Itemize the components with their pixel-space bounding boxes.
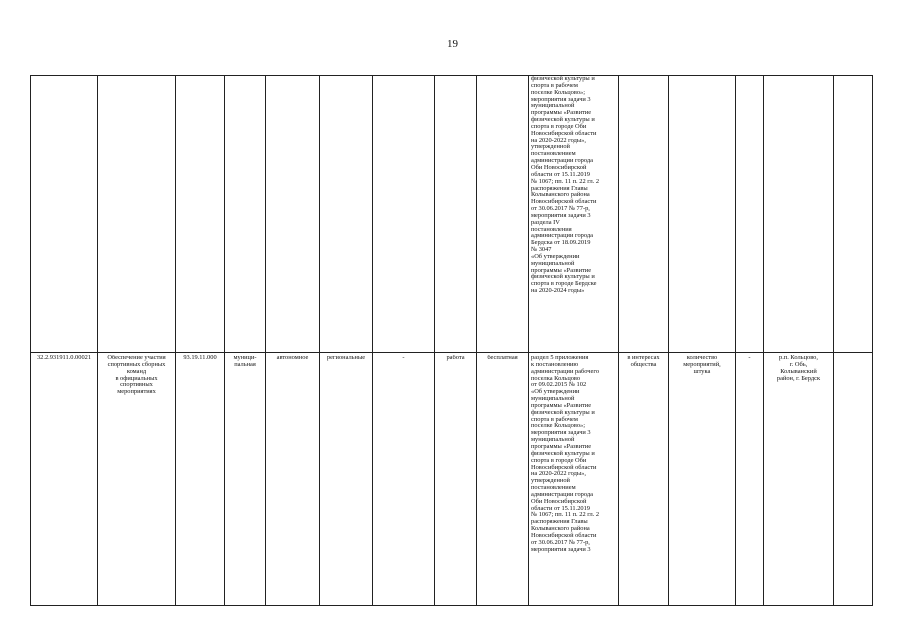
legal-basis-line: спорта в городе Оби <box>531 456 587 464</box>
legal-basis-line: от 30.06.2017 № 77-р, <box>531 538 590 546</box>
service-name-line: мероприятиях <box>117 388 156 396</box>
volume-indicator-line: мероприятий, <box>683 360 721 368</box>
scope-cell <box>320 355 372 362</box>
legal-basis-line: распоряжения Главы <box>531 518 588 526</box>
dash-value: - <box>402 355 405 361</box>
legal-basis-line: мероприятия задачи 3 <box>531 545 591 553</box>
column-border <box>265 75 266 606</box>
legal-basis-line: спорта в рабочем <box>531 81 578 89</box>
legal-basis-line: области от 15.11.2019 <box>531 504 590 512</box>
row1-legal-basis-cell <box>531 76 617 351</box>
legal-basis-line: муниципальной <box>531 259 575 267</box>
legal-basis-line: № 1067; пп. 11 п. 22 гл. 2 <box>531 177 600 185</box>
service-name-line: Обеспечение участия <box>107 355 166 361</box>
service-name-cell <box>98 355 175 396</box>
institution-type-cell <box>266 355 319 362</box>
payment-cell <box>477 355 528 362</box>
legal-basis-line: администрации города <box>531 232 593 240</box>
column-border <box>872 75 873 606</box>
consumer-category-cell <box>619 355 668 369</box>
column-border <box>175 75 176 606</box>
legal-basis-line: от 30.06.2017 № 77-р, <box>531 205 590 213</box>
location-cell <box>764 355 833 382</box>
legal-basis-line: Оби Новосибирской <box>531 163 587 171</box>
column-border <box>372 75 373 606</box>
legal-basis-line: на 2020-2024 годы» <box>531 287 585 295</box>
location-line: район, г. Бердск <box>776 374 821 382</box>
row-separator <box>30 352 873 353</box>
legal-basis-line: постановлением <box>531 150 576 158</box>
legal-basis-line: мероприятия задачи 3 <box>531 211 591 219</box>
legal-basis-line: Оби Новосибирской <box>531 497 587 505</box>
legal-basis-line: физической культуры и <box>531 273 595 281</box>
legal-basis-line: Колыванского района <box>531 525 590 533</box>
legal-basis-line: от 09.02.2015 № 102 <box>531 381 587 389</box>
legal-basis-line: поселке Кольцово»; <box>531 422 586 430</box>
legal-basis-line: к постановлению <box>531 360 579 368</box>
legal-basis-line: администрации города <box>531 490 593 498</box>
column-border <box>618 75 619 606</box>
scope: региональные <box>326 355 366 361</box>
legal-basis-line: области от 15.11.2019 <box>531 170 590 178</box>
volume-indicator-cell <box>669 355 735 376</box>
kind-cell <box>435 355 476 362</box>
legal-basis-line: физической культуры и <box>531 408 595 416</box>
legal-basis-line: «Об утверждении <box>531 388 580 396</box>
legal-basis-line: физической культуры и <box>531 116 595 124</box>
volume-indicator-line: штука <box>693 367 711 375</box>
registry-code: 32.2.931911.0.00021 <box>36 355 92 361</box>
row2-legal-basis-cell <box>531 355 617 605</box>
okved-code: 93.19.11.000 <box>183 355 217 361</box>
legal-basis-line: раздела IV <box>531 218 560 226</box>
legal-basis-line: физической культуры и <box>531 449 595 457</box>
service-name-line: в официальных <box>115 374 158 382</box>
consumer-category-line: общества <box>630 360 657 368</box>
legal-basis-line: Новосибирской области <box>531 129 597 137</box>
column-border <box>224 75 225 606</box>
service-name-line: спортивных сборных <box>107 360 166 368</box>
legal-basis-line: администрации рабочего <box>531 367 600 375</box>
location-line: Колыванский <box>780 367 817 375</box>
legal-basis-line: поселка Кольцово <box>531 374 581 382</box>
legal-basis-line: программы «Развитие <box>531 109 592 117</box>
legal-basis-line: муниципальной <box>531 102 575 110</box>
table-top-border <box>30 75 873 76</box>
location-line: р.п. Кольцово, <box>779 355 818 361</box>
column-border <box>97 75 98 606</box>
legal-basis-line: спорта в городе Оби <box>531 122 587 130</box>
okved-code-cell <box>176 355 224 362</box>
column-border <box>833 75 834 606</box>
table-bottom-border <box>30 605 873 606</box>
legal-basis-line: Колыванского района <box>531 191 590 199</box>
legal-basis-line: Новосибирской области <box>531 198 597 206</box>
kind: работа <box>446 355 465 361</box>
column-border <box>528 75 529 606</box>
legal-basis-line: «Об утверждении <box>531 252 580 260</box>
legal-basis-line: муниципальной <box>531 395 575 403</box>
institution-type: автономное <box>276 355 309 361</box>
legal-basis-line: программы «Развитие <box>531 442 592 450</box>
legal-basis-line: мероприятия задачи 3 <box>531 95 591 103</box>
payment: бесплатная <box>487 355 518 361</box>
legal-basis-line: спорта в рабочем <box>531 415 578 423</box>
consumer-category-line: в интересах <box>627 355 660 361</box>
legal-basis-line: утвержденной <box>531 477 570 485</box>
column-border <box>434 75 435 606</box>
location-line: г. Обь, <box>789 360 808 368</box>
dash-cell-1 <box>373 355 434 362</box>
legal-basis-line: распоряжения Главы <box>531 184 588 192</box>
level-cell <box>225 355 265 369</box>
volume-indicator-line: количество <box>686 355 718 361</box>
legal-basis-line: программы «Развитие <box>531 266 592 274</box>
level-line: муници- <box>233 355 257 361</box>
legal-basis-line: Бердска от 18.09.2019 <box>531 239 591 247</box>
legal-basis-line: администрации города <box>531 157 593 165</box>
legal-basis-line: на 2020-2022 годы», <box>531 136 586 144</box>
registry-code-cell <box>31 355 97 362</box>
legal-basis-line: Новосибирской области <box>531 463 597 471</box>
legal-basis-line: постановлением <box>531 484 576 492</box>
legal-basis-line: утвержденной <box>531 143 570 151</box>
legal-basis-line: на 2020-2022 годы», <box>531 470 586 478</box>
column-border <box>763 75 764 606</box>
service-name-line: спортивных <box>120 381 153 389</box>
legal-basis-line: мероприятия задачи 3 <box>531 429 591 437</box>
legal-basis-line: программы «Развитие <box>531 401 592 409</box>
legal-basis-line: № 3047 <box>531 246 552 254</box>
column-border <box>319 75 320 606</box>
legal-basis-line: поселке Кольцово»; <box>531 88 586 96</box>
column-border <box>476 75 477 606</box>
legal-basis-line: Новосибирской области <box>531 531 597 539</box>
dash-value: - <box>748 355 751 361</box>
legal-basis-line: постановления <box>531 225 572 233</box>
legal-basis-line: раздел 5 приложения <box>531 355 589 361</box>
legal-basis-line: спорта в городе Бердске <box>531 280 597 288</box>
legal-basis-line: физической культуры и <box>531 76 595 82</box>
service-name-line: команд <box>126 367 147 375</box>
column-border <box>668 75 669 606</box>
registry-table <box>30 75 873 606</box>
page-number: 19 <box>447 38 458 50</box>
level-line: пальная <box>234 360 256 368</box>
dash-cell-2 <box>736 355 763 362</box>
legal-basis-line: муниципальной <box>531 436 575 444</box>
legal-basis-line: № 1067; пп. 11 п. 22 гл. 2 <box>531 511 600 519</box>
column-border <box>30 75 31 606</box>
column-border <box>735 75 736 606</box>
